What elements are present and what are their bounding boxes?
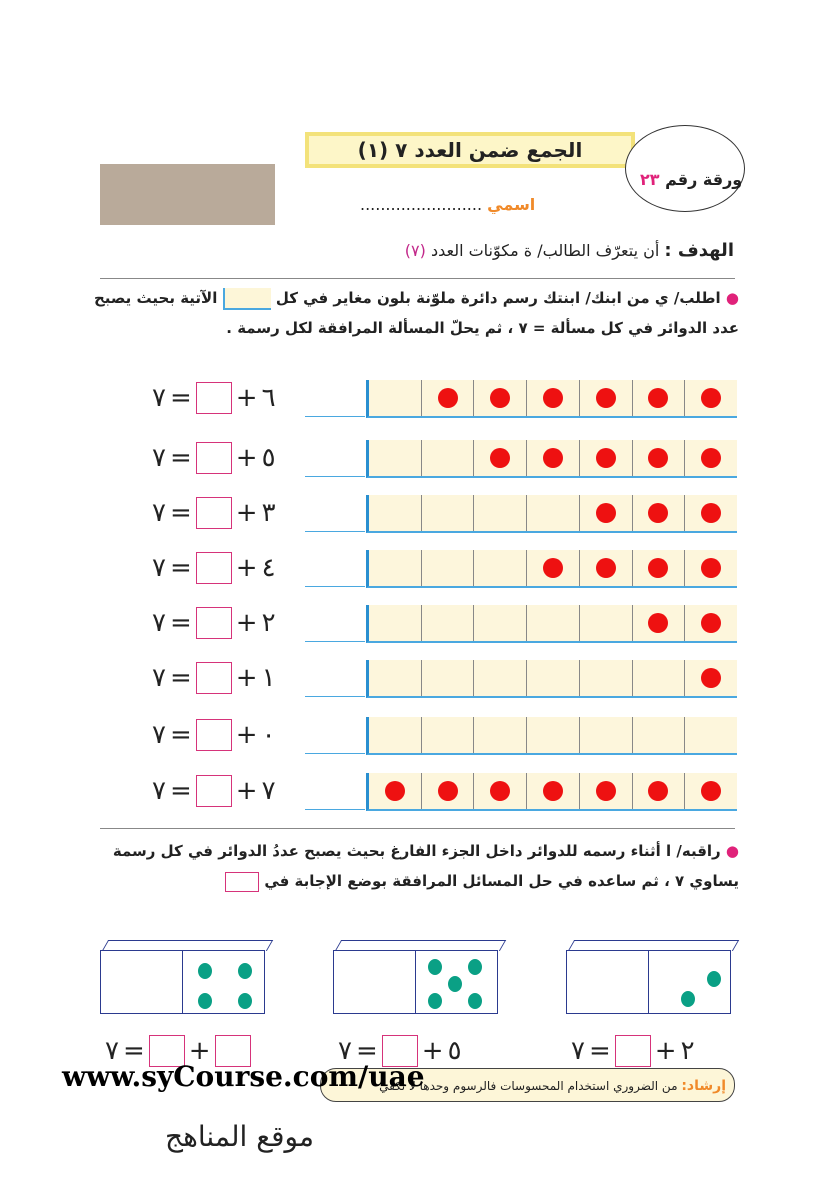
grid-cell[interactable] bbox=[421, 773, 474, 809]
grid-cell[interactable] bbox=[632, 717, 685, 753]
total: ٧ bbox=[152, 776, 166, 806]
equals-sign: = bbox=[122, 1036, 145, 1066]
addend: ٥ bbox=[447, 1036, 462, 1066]
red-circle bbox=[701, 558, 721, 578]
exercise-row bbox=[140, 717, 740, 757]
domino-empty-half[interactable] bbox=[334, 951, 415, 1013]
grid-cell[interactable] bbox=[369, 380, 421, 416]
goal-text: أن يتعرّف الطالب/ ة مكوّنات العدد bbox=[430, 241, 660, 260]
instr2-text-a: راقبه/ ا أثناء رسمه للدوائر داخل الجزء الفارغ بحيث يصبح عددُ الدوائر في كل رسمة bbox=[112, 842, 721, 860]
red-circle bbox=[490, 448, 510, 468]
grid-cell[interactable] bbox=[684, 717, 737, 753]
grid-cell[interactable] bbox=[684, 440, 737, 476]
red-circle bbox=[438, 781, 458, 801]
blank-line bbox=[305, 809, 365, 810]
green-dot bbox=[428, 959, 442, 975]
equation bbox=[152, 442, 276, 474]
addend: ١ bbox=[261, 663, 276, 693]
grid-cell[interactable] bbox=[421, 717, 474, 753]
grid-cell[interactable] bbox=[526, 605, 579, 641]
total: ٧ bbox=[571, 1036, 585, 1066]
grid-cell[interactable] bbox=[684, 605, 737, 641]
answer-box[interactable] bbox=[196, 382, 232, 414]
instr1-text-b: الآتية بحيث يصبح bbox=[93, 289, 218, 307]
grid-cell[interactable] bbox=[421, 440, 474, 476]
red-circle bbox=[543, 448, 563, 468]
plus-sign: + bbox=[235, 383, 258, 413]
total: ٧ bbox=[152, 720, 166, 750]
equals-sign: = bbox=[355, 1036, 378, 1066]
red-circle bbox=[490, 388, 510, 408]
total: ٧ bbox=[152, 608, 166, 638]
domino-empty-half[interactable] bbox=[567, 951, 648, 1013]
exercise-row bbox=[140, 660, 740, 700]
circle-grid bbox=[366, 605, 737, 643]
red-circle bbox=[543, 558, 563, 578]
sheet-number-value: ٢٣ bbox=[640, 170, 660, 189]
grid-cell[interactable] bbox=[579, 717, 632, 753]
red-circle bbox=[490, 781, 510, 801]
plus-sign: + bbox=[235, 498, 258, 528]
bunny-egg-illustration bbox=[625, 125, 745, 212]
green-dot bbox=[468, 993, 482, 1009]
plus-sign: + bbox=[421, 1036, 444, 1066]
equals-sign: = bbox=[169, 720, 192, 750]
red-circle bbox=[648, 613, 668, 633]
grid-cell[interactable] bbox=[579, 660, 632, 696]
domino bbox=[100, 940, 270, 1004]
page-title: الجمع ضمن العدد ٧ (١) bbox=[305, 132, 635, 168]
domino-dots-half bbox=[182, 951, 264, 1013]
grid-cell[interactable] bbox=[579, 773, 632, 809]
answer-box[interactable] bbox=[196, 719, 232, 751]
red-circle bbox=[701, 668, 721, 688]
instr2-text-b: يساوي ٧ ، ثم ساعده في حل المسائل المرافقة بوضع الإجابة في bbox=[264, 872, 739, 890]
equation bbox=[152, 497, 276, 529]
exercise-row bbox=[140, 440, 740, 480]
answer-box[interactable] bbox=[196, 607, 232, 639]
red-circle bbox=[648, 388, 668, 408]
grid-cell[interactable] bbox=[632, 605, 685, 641]
grid-cell[interactable] bbox=[684, 660, 737, 696]
grid-cell[interactable] bbox=[421, 660, 474, 696]
exercise-row bbox=[140, 495, 740, 535]
grid-cell[interactable] bbox=[526, 717, 579, 753]
green-dot bbox=[707, 971, 721, 987]
domino bbox=[566, 940, 736, 1004]
instructions-2: ● راقبه/ ا أثناء رسمه للدوائر داخل الجزء الفارغ بحيث يصبح عددُ الدوائر في كل رسمة يساوي ٧ ، ثم ساعده في حل المسائل المرافقة بوضع الإجابة في bbox=[112, 842, 739, 890]
equals-sign: = bbox=[169, 553, 192, 583]
plus-sign: + bbox=[654, 1036, 677, 1066]
grid-cell[interactable] bbox=[421, 380, 474, 416]
red-circle bbox=[648, 448, 668, 468]
exercise-row bbox=[140, 605, 740, 645]
green-dot bbox=[448, 976, 462, 992]
green-dot bbox=[198, 963, 212, 979]
grid-cell[interactable] bbox=[632, 380, 685, 416]
plus-sign: + bbox=[235, 720, 258, 750]
blank-line bbox=[305, 531, 365, 532]
equation bbox=[152, 607, 276, 639]
instructions-1: ● اطلب/ ي من ابنك/ ابنتك رسم دائرة ملوّنة بلون مغاير في كل الآتية بحيث يصبح عدد الدوائر في كل مسألة = ٧ ، ثم يحلّ المسألة المرافقة لكل رسمة . bbox=[93, 289, 739, 337]
goal-label: الهدف : bbox=[664, 240, 734, 261]
grid-cell[interactable] bbox=[526, 380, 579, 416]
equation bbox=[152, 552, 276, 584]
addend: ٣ bbox=[261, 498, 276, 528]
grid-cell[interactable] bbox=[526, 550, 579, 586]
grid-cell[interactable] bbox=[526, 495, 579, 531]
total: ٧ bbox=[152, 443, 166, 473]
total: ٧ bbox=[338, 1036, 352, 1066]
total: ٧ bbox=[152, 663, 166, 693]
answer-box[interactable] bbox=[196, 662, 232, 694]
addend: ٧ bbox=[261, 776, 276, 806]
green-dot bbox=[468, 959, 482, 975]
answer-box[interactable] bbox=[196, 552, 232, 584]
red-circle bbox=[596, 388, 616, 408]
goal bbox=[405, 240, 734, 261]
red-circle bbox=[701, 613, 721, 633]
children-illustration bbox=[100, 90, 275, 225]
swatch-icon bbox=[223, 288, 271, 310]
red-circle bbox=[701, 388, 721, 408]
red-circle bbox=[701, 448, 721, 468]
grid-cell[interactable] bbox=[632, 773, 685, 809]
blank-line bbox=[305, 586, 365, 587]
green-dot bbox=[198, 993, 212, 1009]
plus-sign: + bbox=[235, 443, 258, 473]
red-circle bbox=[543, 781, 563, 801]
blank-line bbox=[305, 753, 365, 754]
circle-grid bbox=[366, 440, 737, 478]
circle-grid bbox=[366, 660, 737, 698]
grid-cell[interactable] bbox=[473, 605, 526, 641]
plus-sign: + bbox=[235, 553, 258, 583]
grid-cell[interactable] bbox=[579, 605, 632, 641]
red-circle bbox=[701, 781, 721, 801]
equation bbox=[152, 775, 276, 807]
domino-equation bbox=[571, 1035, 695, 1067]
grid-cell[interactable] bbox=[421, 550, 474, 586]
grid-cell[interactable] bbox=[526, 773, 579, 809]
red-circle bbox=[701, 503, 721, 523]
green-dot bbox=[428, 993, 442, 1009]
equals-sign: = bbox=[588, 1036, 611, 1066]
blank-line bbox=[305, 641, 365, 642]
instr1-text-c: عدد الدوائر في كل مسألة = ٧ ، ثم يحلّ المسألة المرافقة لكل رسمة . bbox=[226, 319, 739, 337]
grid-cell[interactable] bbox=[684, 773, 737, 809]
grid-cell[interactable] bbox=[473, 717, 526, 753]
name-blank[interactable]: ........................ bbox=[360, 195, 483, 214]
addend: ٥ bbox=[261, 443, 276, 473]
grid-cell[interactable] bbox=[632, 550, 685, 586]
grid-cell[interactable] bbox=[369, 550, 421, 586]
answer-box[interactable] bbox=[196, 775, 232, 807]
addend: ٠ bbox=[261, 720, 276, 750]
grid-cell[interactable] bbox=[369, 660, 421, 696]
domino-empty-half[interactable] bbox=[101, 951, 182, 1013]
exercise-row bbox=[140, 773, 740, 813]
total: ٧ bbox=[152, 383, 166, 413]
circle-grid bbox=[366, 550, 737, 588]
plus-sign: + bbox=[235, 776, 258, 806]
grid-cell[interactable] bbox=[684, 380, 737, 416]
hint-text: من الضروري استخدام المحسوسات فالرسوم وحدها لا تكفي bbox=[379, 1079, 678, 1093]
grid-cell[interactable] bbox=[684, 495, 737, 531]
equals-sign: = bbox=[169, 663, 192, 693]
exercise-row bbox=[140, 550, 740, 590]
instr1-text-a: اطلب/ ي من ابنك/ ابنتك رسم دائرة ملوّنة بلون مغاير في كل bbox=[275, 289, 721, 307]
grid-cell[interactable] bbox=[526, 660, 579, 696]
grid-cell[interactable] bbox=[632, 440, 685, 476]
red-circle bbox=[543, 388, 563, 408]
equation bbox=[152, 382, 276, 414]
grid-cell[interactable] bbox=[579, 380, 632, 416]
plus-sign: + bbox=[235, 608, 258, 638]
addend: ٦ bbox=[261, 383, 276, 413]
red-circle bbox=[648, 503, 668, 523]
domino-dots-half bbox=[415, 951, 497, 1013]
circle-grid bbox=[366, 717, 737, 755]
addend: ٢ bbox=[261, 608, 276, 638]
domino bbox=[333, 940, 503, 1004]
name-label: اسمي bbox=[487, 195, 536, 214]
goal-number: (٧) bbox=[404, 241, 426, 260]
red-circle bbox=[596, 558, 616, 578]
addend: ٤ bbox=[261, 553, 276, 583]
total: ٧ bbox=[152, 498, 166, 528]
divider bbox=[100, 828, 735, 829]
grid-cell[interactable] bbox=[421, 605, 474, 641]
green-dot bbox=[681, 991, 695, 1007]
hint-label: إرشاد: bbox=[681, 1078, 726, 1094]
red-circle bbox=[596, 448, 616, 468]
grid-cell[interactable] bbox=[473, 495, 526, 531]
equals-sign: = bbox=[169, 608, 192, 638]
sheet-number bbox=[640, 170, 742, 189]
red-circle bbox=[596, 503, 616, 523]
red-circle bbox=[596, 781, 616, 801]
grid-cell[interactable] bbox=[369, 717, 421, 753]
grid-cell[interactable] bbox=[526, 440, 579, 476]
answer-box[interactable] bbox=[196, 442, 232, 474]
blank-line bbox=[305, 696, 365, 697]
circle-grid bbox=[366, 495, 737, 533]
grid-cell[interactable] bbox=[473, 380, 526, 416]
total: ٧ bbox=[152, 553, 166, 583]
circle-grid bbox=[366, 773, 737, 811]
grid-cell[interactable] bbox=[632, 495, 685, 531]
grid-cell[interactable] bbox=[369, 495, 421, 531]
answer-box[interactable] bbox=[615, 1035, 651, 1067]
red-circle bbox=[438, 388, 458, 408]
divider bbox=[100, 278, 735, 279]
green-dot bbox=[238, 963, 252, 979]
answer-box-icon bbox=[225, 872, 259, 892]
grid-cell[interactable] bbox=[421, 495, 474, 531]
equation bbox=[152, 662, 276, 694]
blank-line bbox=[305, 416, 365, 417]
grid-cell[interactable] bbox=[684, 550, 737, 586]
equals-sign: = bbox=[169, 498, 192, 528]
grid-cell[interactable] bbox=[579, 550, 632, 586]
grid-cell[interactable] bbox=[579, 495, 632, 531]
grid-cell[interactable] bbox=[369, 605, 421, 641]
grid-cell[interactable] bbox=[579, 440, 632, 476]
grid-cell[interactable] bbox=[473, 773, 526, 809]
red-circle bbox=[385, 781, 405, 801]
plus-sign: + bbox=[235, 663, 258, 693]
equals-sign: = bbox=[169, 776, 192, 806]
grid-cell[interactable] bbox=[473, 660, 526, 696]
total: ٧ bbox=[105, 1036, 119, 1066]
grid-cell[interactable] bbox=[632, 660, 685, 696]
watermark: www.syCourse.com/uae bbox=[62, 1060, 425, 1093]
grid-cell[interactable] bbox=[369, 440, 421, 476]
equals-sign: = bbox=[169, 443, 192, 473]
circle-grid bbox=[366, 380, 737, 418]
grid-cell[interactable] bbox=[473, 550, 526, 586]
answer-box[interactable] bbox=[196, 497, 232, 529]
site-name: موقع المناهج bbox=[165, 1120, 314, 1153]
grid-cell[interactable] bbox=[369, 773, 421, 809]
equation bbox=[152, 719, 276, 751]
exercise-row bbox=[140, 380, 740, 420]
grid-cell[interactable] bbox=[473, 440, 526, 476]
name-field[interactable] bbox=[360, 195, 535, 214]
red-circle bbox=[648, 558, 668, 578]
sheet-label: ورقة رقم bbox=[665, 170, 743, 189]
green-dot bbox=[238, 993, 252, 1009]
domino-dots-half bbox=[648, 951, 730, 1013]
red-circle bbox=[648, 781, 668, 801]
equals-sign: = bbox=[169, 383, 192, 413]
plus-sign: + bbox=[188, 1036, 211, 1066]
addend: ٢ bbox=[680, 1036, 695, 1066]
blank-line bbox=[305, 476, 365, 477]
